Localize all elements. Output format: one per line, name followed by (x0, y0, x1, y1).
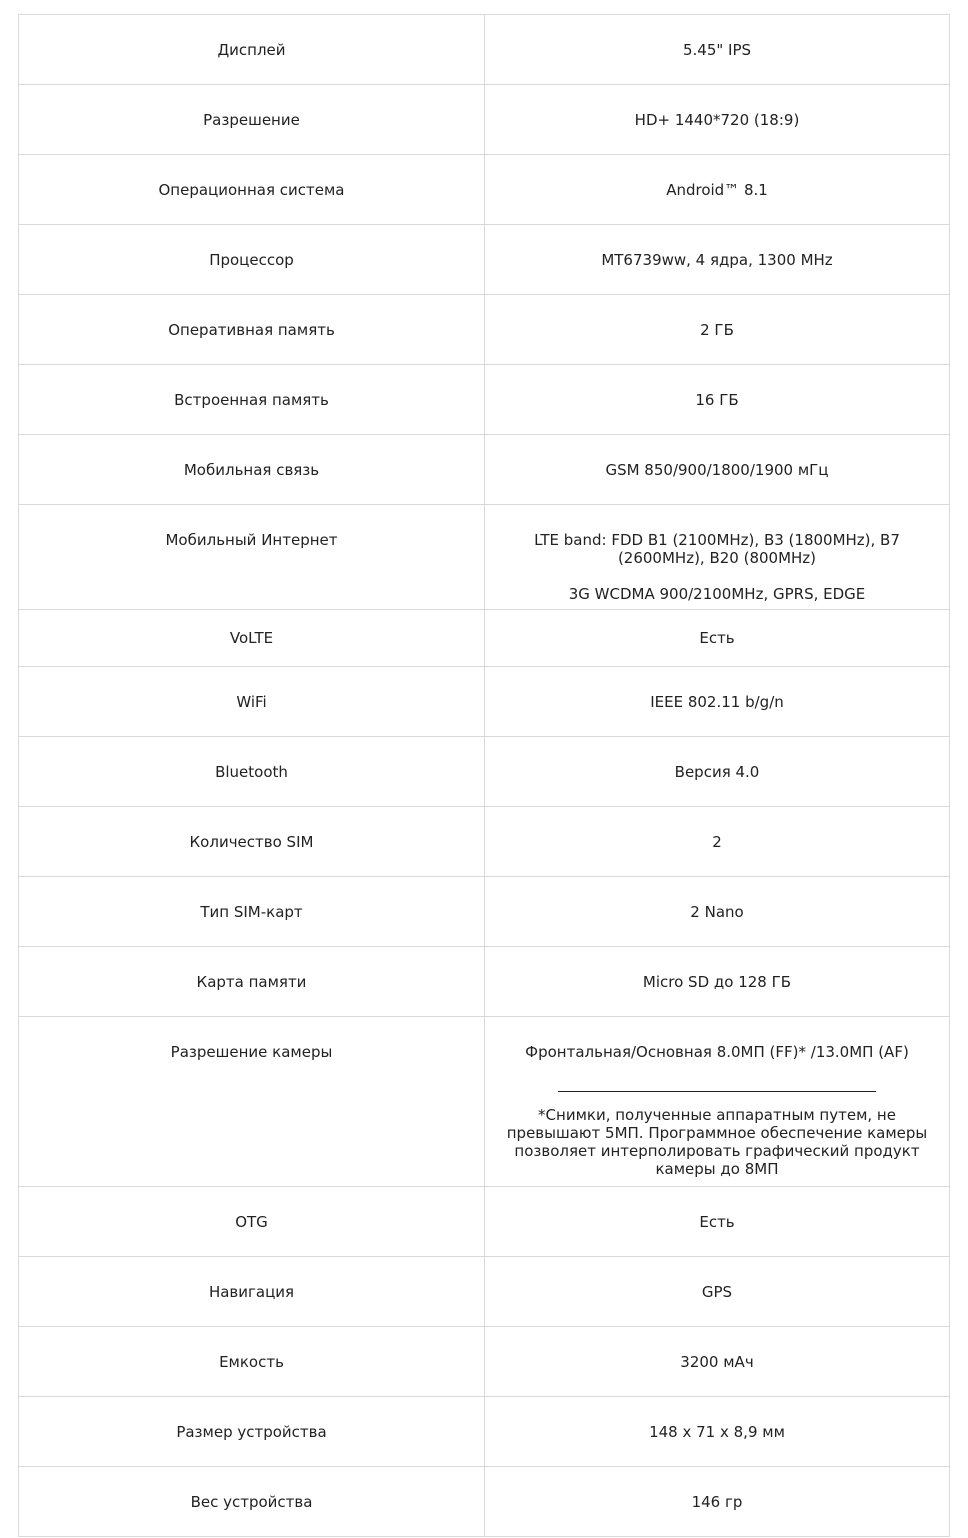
spec-row-sim-count (19, 807, 950, 877)
spec-value: 148 x 71 x 8,9 мм (485, 1397, 950, 1467)
spec-label: Дисплей (19, 15, 485, 85)
spec-label: Количество SIM (19, 807, 485, 877)
spec-value: Android™ 8.1 (485, 155, 950, 225)
spec-label: Разрешение камеры (19, 1017, 485, 1187)
spec-label: WiFi (19, 667, 485, 737)
spec-value-line: LTE band: FDD B1 (2100MHz), B3 (1800MHz), B7 (2600MHz), B20 (800MHz) (534, 531, 900, 567)
spec-value (485, 1017, 950, 1187)
spec-value: GSM 850/900/1800/1900 мГц (485, 435, 950, 505)
spec-label: Тип SIM-карт (19, 877, 485, 947)
spec-value: 146 гр (485, 1467, 950, 1537)
spec-row-internet (19, 505, 950, 610)
spec-value-line: 3G WCDMA 900/2100MHz, GPRS, EDGE (568, 585, 866, 603)
spec-label: Оперативная память (19, 295, 485, 365)
spec-row-processor (19, 225, 950, 295)
spec-label: Емкость (19, 1327, 485, 1397)
spec-row-ram (19, 295, 950, 365)
spec-label: Встроенная память (19, 365, 485, 435)
spec-row-weight (19, 1467, 950, 1537)
spec-label: Мобильная связь (19, 435, 485, 505)
spec-label: Навигация (19, 1257, 485, 1327)
spec-row-os (19, 155, 950, 225)
spec-value: GPS (485, 1257, 950, 1327)
spec-label: Операционная система (19, 155, 485, 225)
spec-value: 2 (485, 807, 950, 877)
spec-value: Есть (485, 610, 950, 667)
spec-row-navigation (19, 1257, 950, 1327)
spec-value: 2 ГБ (485, 295, 950, 365)
spec-label: Процессор (19, 225, 485, 295)
spec-row-sim-type (19, 877, 950, 947)
spec-label: Мобильный Интернет (19, 505, 485, 610)
spec-label: Вес устройства (19, 1467, 485, 1537)
spec-value: Micro SD до 128 ГБ (485, 947, 950, 1017)
spec-label: Разрешение (19, 85, 485, 155)
spec-label: OTG (19, 1187, 485, 1257)
spec-row-wifi (19, 667, 950, 737)
spec-value: MT6739ww, 4 ядра, 1300 MHz (485, 225, 950, 295)
spec-value: IEEE 802.11 b/g/n (485, 667, 950, 737)
spec-row-mobile (19, 435, 950, 505)
spec-row-resolution (19, 85, 950, 155)
spec-value: HD+ 1440*720 (18:9) (485, 85, 950, 155)
specs-table (18, 14, 950, 1537)
camera-footnote: *Снимки, полученные аппаратным путем, не превышают 5МП. Программное обеспечение камеры позволяет интерполировать графический продукт камеры до 8МП (506, 1106, 928, 1178)
spec-value (485, 505, 950, 610)
spec-value: 16 ГБ (485, 365, 950, 435)
spec-value: 5.45" IPS (485, 15, 950, 85)
spec-label: VoLTE (19, 610, 485, 667)
spec-value: Версия 4.0 (485, 737, 950, 807)
spec-row-dimensions (19, 1397, 950, 1467)
spec-row-storage (19, 365, 950, 435)
spec-value: 3200 мАч (485, 1327, 950, 1397)
spec-value: Есть (485, 1187, 950, 1257)
spec-row-memory-card (19, 947, 950, 1017)
spec-row-otg (19, 1187, 950, 1257)
spec-value: 2 Nano (485, 877, 950, 947)
spec-row-battery (19, 1327, 950, 1397)
spec-label: Bluetooth (19, 737, 485, 807)
camera-main-text: Фронтальная/Основная 8.0МП (FF)* /13.0МП (AF) (525, 1043, 909, 1061)
divider (558, 1079, 876, 1092)
spec-row-bluetooth (19, 737, 950, 807)
spec-label: Размер устройства (19, 1397, 485, 1467)
spec-row-display (19, 15, 950, 85)
spec-row-camera (19, 1017, 950, 1187)
spec-label: Карта памяти (19, 947, 485, 1017)
spec-row-volte (19, 610, 950, 667)
